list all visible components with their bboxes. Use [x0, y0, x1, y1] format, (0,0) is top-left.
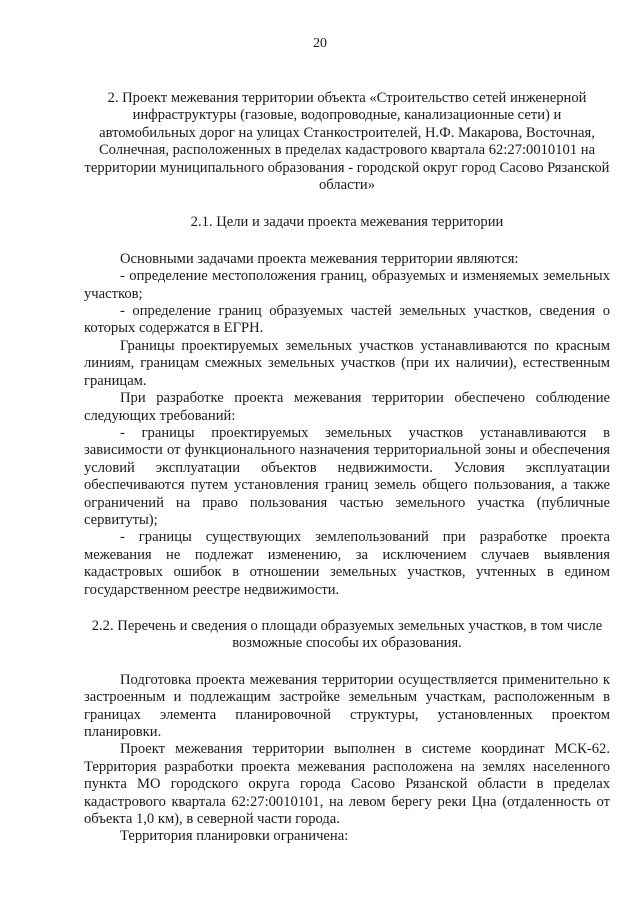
paragraph-requirement-existing: - границы существующих землепользований при разработке проекта межевания не подлежат изменению, за исключением случаев выявления кадастровых ошибок в отношении земельных участков, учтенных в едином государственном реестре недвижимости.	[84, 529, 610, 598]
paragraph-task-parts: - определение границ образуемых частей земельных участков, сведения о которых содержатся в ЕГРН.	[84, 303, 610, 337]
document-body	[84, 90, 610, 846]
section-2-title: 2. Проект межевания территории объекта «Строительство сетей инженерной инфраструктуры (газовые, водопроводные, канализационные сети) и автомобильных дорог на улицах Станкостроителей, Н.Ф. Макарова, Восточная, Солнечная, расположенных в пределах кадастрового квартала 62:27:0010101 на территории муниципального образования - городской округ город Сасово Рязанской области»	[84, 90, 610, 194]
paragraph-coordinate-system: Проект межевания территории выполнен в системе координат МСК-62. Территория разработки проекта межевания расположена на землях населенного пункта МО городского округа города Сасово Рязанской области в пределах кадастрового квартала 62:27:0010101, на левом берегу реки Цна (отдаленность от объекта 1,0 км), в северной части города.	[84, 741, 610, 828]
paragraph-territory-limits: Территория планировки ограничена:	[120, 828, 349, 845]
paragraph-boundaries-established: Границы проектируемых земельных участков устанавливаются по красным линиям, границам смежных земельных участков (при их наличии), естественным границам.	[84, 337, 610, 389]
paragraph-tasks-intro: Основными задачами проекта межевания территории являются:	[120, 250, 519, 267]
section-2-2-title: 2.2. Перечень и сведения о площади образуемых земельных участков, в том числе возможные способы их образования.	[91, 617, 603, 652]
paragraph-task-boundaries: - определение местоположения границ, образуемых и изменяемых земельных участков;	[84, 268, 610, 302]
paragraph-preparation: Подготовка проекта межевания территории осуществляется применительно к застроенным и подлежащим застройке земельным участкам, расположенным в границах элемента планировочной структуры, установленных проектом планировки.	[84, 671, 610, 740]
paragraph-requirements-intro: При разработке проекта межевания территории обеспечено соблюдение следующих требований:	[84, 390, 610, 424]
paragraph-requirement-zones: - границы проектируемых земельных участков устанавливаются в зависимости от функционального назначения территориальной зоны и обеспечения условий эксплуатации объектов недвижимости. Условия эксплуатации обеспечиваются путем установления границ земель общего пользования, а также ограничений на право пользования частью земельного участка (публичные сервитуты);	[84, 424, 610, 528]
page-number: 20	[313, 36, 327, 51]
section-2-1-title: 2.1. Цели и задачи проекта межевания территории	[190, 214, 504, 231]
section-spacer	[84, 599, 610, 618]
